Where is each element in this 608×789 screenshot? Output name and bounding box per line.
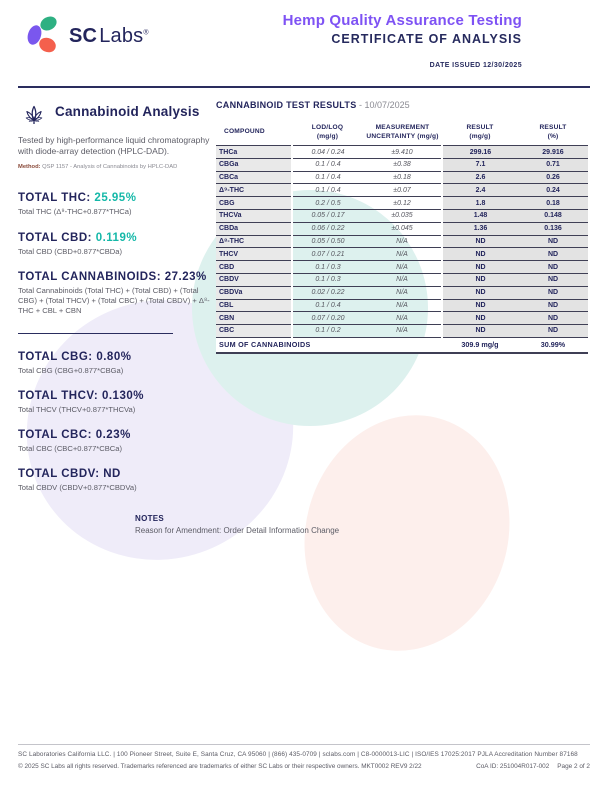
compound-cell: CBDVa	[216, 286, 292, 299]
results-title: CANNABINOID TEST RESULTS	[216, 100, 357, 110]
column-header-lodloq	[292, 120, 363, 146]
result-pct-cell: ND	[518, 299, 588, 312]
lod-cell: 0.07 / 0.21	[292, 248, 363, 261]
lod-cell: 0.06 / 0.22	[292, 222, 363, 235]
uncertainty-cell: ±0.045	[363, 222, 442, 235]
compound-cell: CBDa	[216, 222, 292, 235]
result-mgg-cell: 1.48	[442, 210, 518, 223]
uncertainty-cell: ±0.38	[363, 158, 442, 171]
section-title: Cannabinoid Analysis	[55, 103, 200, 119]
total-sub: Total CBD (CBD+0.877*CBDa)	[18, 246, 123, 256]
result-pct-cell: 0.24	[518, 184, 588, 197]
total-label: TOTAL CBDV:	[18, 468, 104, 481]
compound-cell: CBL	[216, 299, 292, 312]
total-item	[18, 429, 210, 454]
column-header-label: RESULT	[466, 124, 494, 131]
result-pct-cell: ND	[518, 312, 588, 325]
notes-text: Reason for Amendment: Order Detail Information Change	[135, 526, 340, 535]
result-pct-cell: ND	[518, 325, 588, 338]
uncertainty-cell: N/A	[363, 261, 442, 274]
total-item	[18, 390, 210, 415]
sum-result-mgg: 309.9 mg/g	[442, 337, 518, 352]
result-pct-cell: 0.18	[518, 197, 588, 210]
result-mgg-cell: 2.6	[442, 171, 518, 184]
total-value: ND	[103, 468, 121, 481]
result-row	[216, 171, 588, 184]
registered-mark: ®	[143, 28, 149, 36]
result-row	[216, 286, 588, 299]
uncertainty-cell: ±0.12	[363, 197, 442, 210]
total-label: TOTAL CBC:	[18, 429, 96, 442]
lod-cell: 0.04 / 0.24	[292, 146, 363, 159]
result-row	[216, 325, 588, 338]
lod-cell: 0.07 / 0.20	[292, 312, 363, 325]
result-mgg-cell: ND	[442, 312, 518, 325]
compound-cell: Δ⁸-THC	[216, 235, 292, 248]
sum-result-pct: 30.99%	[518, 337, 588, 352]
result-row	[216, 273, 588, 286]
document-subtitle: CERTIFICATE OF ANALYSIS	[331, 32, 522, 46]
section-header	[18, 95, 210, 127]
sum-label: SUM OF CANNABINOIDS	[216, 337, 442, 352]
total-item	[18, 271, 210, 317]
uncertainty-cell: N/A	[363, 248, 442, 261]
result-row	[216, 184, 588, 197]
total-label: TOTAL CBG:	[18, 350, 97, 363]
column-header-label: RESULT	[539, 124, 567, 131]
uncertainty-cell: ±0.035	[363, 210, 442, 223]
footer-lab-info: SC Laboratories California LLC. | 100 Pioneer Street, Suite E, Santa Cruz, CA 95060 | (866) 435-0709 | sclabs.com | C8-0000013-LIC | ISO/IES 17025:2017 PJLA Accreditation Number 87168	[18, 751, 578, 758]
lod-cell: 0.1 / 0.3	[292, 273, 363, 286]
total-label: TOTAL THC:	[18, 192, 95, 205]
page-number: Page 2 of 2	[557, 763, 590, 770]
column-header-sublabel: UNCERTAINTY (mg/g)	[366, 132, 439, 140]
results-table-body	[216, 146, 588, 338]
uncertainty-cell: ±0.07	[363, 184, 442, 197]
lod-cell: 0.1 / 0.2	[292, 325, 363, 338]
column-header-result-mgg	[442, 120, 518, 146]
results-header-row	[216, 120, 588, 146]
results-table	[216, 120, 588, 354]
lod-cell: 0.1 / 0.4	[292, 158, 363, 171]
column-header-result-pct	[518, 120, 588, 146]
method-text: QSP 1157 - Analysis of Cannabinoids by HPLC-DAD	[40, 164, 178, 171]
total-label: TOTAL CBD:	[18, 231, 96, 244]
results-date: - 10/07/2025	[356, 100, 410, 110]
compound-cell: CBD	[216, 261, 292, 274]
total-sub: Total THC (Δ⁹-THC+0.877*THCa)	[18, 207, 132, 217]
column-header-sublabel: (%)	[547, 132, 559, 140]
uncertainty-cell: N/A	[363, 312, 442, 325]
lod-cell: 0.1 / 0.4	[292, 171, 363, 184]
result-mgg-cell: ND	[442, 273, 518, 286]
totals-secondary	[18, 351, 210, 494]
total-sub: Total CBDV (CBDV+0.877*CBDVa)	[18, 483, 137, 493]
total-sub: Total CBC (CBC+0.877*CBCa)	[18, 444, 123, 454]
result-mgg-cell: 2.4	[442, 184, 518, 197]
compound-cell: THCVa	[216, 210, 292, 223]
uncertainty-cell: ±0.18	[363, 171, 442, 184]
header-divider	[18, 86, 590, 88]
uncertainty-cell: N/A	[363, 325, 442, 338]
total-value: 27.23%	[164, 270, 207, 283]
total-sub: Total CBG (CBG+0.877*CBGa)	[18, 365, 124, 375]
sclabs-logo-icon	[28, 16, 62, 56]
result-pct-cell: 0.26	[518, 171, 588, 184]
result-row	[216, 248, 588, 261]
result-row	[216, 210, 588, 223]
cannabis-leaf-icon	[18, 95, 50, 127]
total-item	[18, 468, 210, 493]
result-pct-cell: ND	[518, 273, 588, 286]
compound-cell: CBGa	[216, 158, 292, 171]
totals-primary	[18, 192, 210, 316]
results-title-line	[216, 100, 589, 110]
result-pct-cell: ND	[518, 235, 588, 248]
compound-cell: THCV	[216, 248, 292, 261]
header-title-block	[283, 12, 522, 69]
result-pct-cell: ND	[518, 261, 588, 274]
result-mgg-cell: ND	[442, 299, 518, 312]
notes-section	[135, 514, 395, 535]
total-value: 0.80%	[96, 350, 132, 363]
lod-cell: 0.02 / 0.22	[292, 286, 363, 299]
uncertainty-cell: ±9.410	[363, 146, 442, 159]
compound-cell: THCa	[216, 146, 292, 159]
result-mgg-cell: ND	[442, 325, 518, 338]
column-header-sublabel: (mg/g)	[469, 132, 491, 140]
results-column	[216, 100, 589, 354]
uncertainty-cell: N/A	[363, 299, 442, 312]
result-row	[216, 312, 588, 325]
document-title: Hemp Quality Assurance Testing	[282, 12, 522, 29]
result-pct-cell: ND	[518, 286, 588, 299]
lod-cell: 0.1 / 0.4	[292, 184, 363, 197]
compound-cell: CBN	[216, 312, 292, 325]
uncertainty-cell: N/A	[363, 286, 442, 299]
result-mgg-cell: 7.1	[442, 158, 518, 171]
column-header-sublabel: (mg/g)	[316, 132, 339, 140]
lod-cell: 0.05 / 0.17	[292, 210, 363, 223]
total-item	[18, 192, 210, 217]
column-header-compound	[216, 120, 292, 146]
uncertainty-cell: N/A	[363, 235, 442, 248]
result-pct-cell: 0.148	[518, 210, 588, 223]
page-footer	[18, 744, 590, 770]
totals-divider	[18, 333, 173, 334]
method-reference	[18, 164, 210, 170]
result-row	[216, 235, 588, 248]
column-header-label: LOD/LOQ	[311, 124, 344, 131]
footer-copyright: © 2025 SC Labs all rights reserved. Trademarks referenced are trademarks of either SC Labs or their respective owners. MKT0002 REV9 2/22	[18, 763, 422, 770]
column-header-label: MEASUREMENT	[375, 124, 430, 131]
uncertainty-cell: N/A	[363, 273, 442, 286]
coa-id: CoA ID: 251004R017-002	[476, 763, 550, 770]
brand-labs: Labs	[99, 24, 144, 47]
result-mgg-cell: ND	[442, 261, 518, 274]
footer-document-ids	[468, 763, 590, 770]
lod-cell: 0.1 / 0.4	[292, 299, 363, 312]
summary-column	[18, 95, 210, 508]
total-item	[18, 351, 210, 376]
method-description: Tested by high-performance liquid chromatography with diode-array detection (HPLC-DAD).	[18, 135, 210, 157]
total-label: TOTAL CANNABINOIDS:	[18, 270, 165, 283]
result-pct-cell: 0.136	[518, 222, 588, 235]
result-row	[216, 261, 588, 274]
total-value: 0.23%	[95, 429, 131, 442]
lod-cell: 0.05 / 0.50	[292, 235, 363, 248]
brand-logo	[28, 16, 149, 56]
notes-title: NOTES	[135, 514, 165, 523]
compound-cell: CBCa	[216, 171, 292, 184]
compound-cell: CBG	[216, 197, 292, 210]
method-label: Method:	[18, 164, 41, 171]
compound-cell: CBDV	[216, 273, 292, 286]
brand-sc: SC	[69, 24, 98, 47]
total-sub: Total Cannabinoids (Total THC) + (Total CBD) + (Total CBG) + (Total THCV) + (Total CBC) + (Total CBDV) + Δ⁸-THC + CBL + CBN	[18, 285, 210, 316]
lod-cell: 0.1 / 0.3	[292, 261, 363, 274]
result-row	[216, 222, 588, 235]
result-row	[216, 197, 588, 210]
result-mgg-cell: ND	[442, 286, 518, 299]
compound-cell: CBC	[216, 325, 292, 338]
result-row	[216, 158, 588, 171]
brand-name	[69, 25, 149, 48]
result-pct-cell: 0.71	[518, 158, 588, 171]
total-value: 0.119%	[95, 231, 138, 244]
date-issued: DATE ISSUED 12/30/2025	[429, 62, 522, 69]
total-item	[18, 232, 210, 257]
result-mgg-cell: ND	[442, 248, 518, 261]
result-mgg-cell: 299.16	[442, 146, 518, 159]
result-pct-cell: ND	[518, 248, 588, 261]
result-mgg-cell: 1.36	[442, 222, 518, 235]
result-row	[216, 299, 588, 312]
total-value: 0.130%	[101, 389, 144, 402]
result-pct-cell: 29.916	[518, 146, 588, 159]
lod-cell: 0.2 / 0.5	[292, 197, 363, 210]
total-label: TOTAL THCV:	[18, 389, 102, 402]
result-mgg-cell: ND	[442, 235, 518, 248]
sum-row	[216, 337, 588, 352]
total-value: 25.95%	[94, 192, 137, 205]
result-mgg-cell: 1.8	[442, 197, 518, 210]
compound-cell: Δ⁹-THC	[216, 184, 292, 197]
column-header-uncertainty	[363, 120, 442, 146]
column-header-label: COMPOUND	[224, 128, 265, 136]
footer-legal-line	[18, 763, 590, 770]
result-row	[216, 146, 588, 159]
total-sub: Total THCV (THCV+0.877*THCVa)	[18, 404, 136, 414]
